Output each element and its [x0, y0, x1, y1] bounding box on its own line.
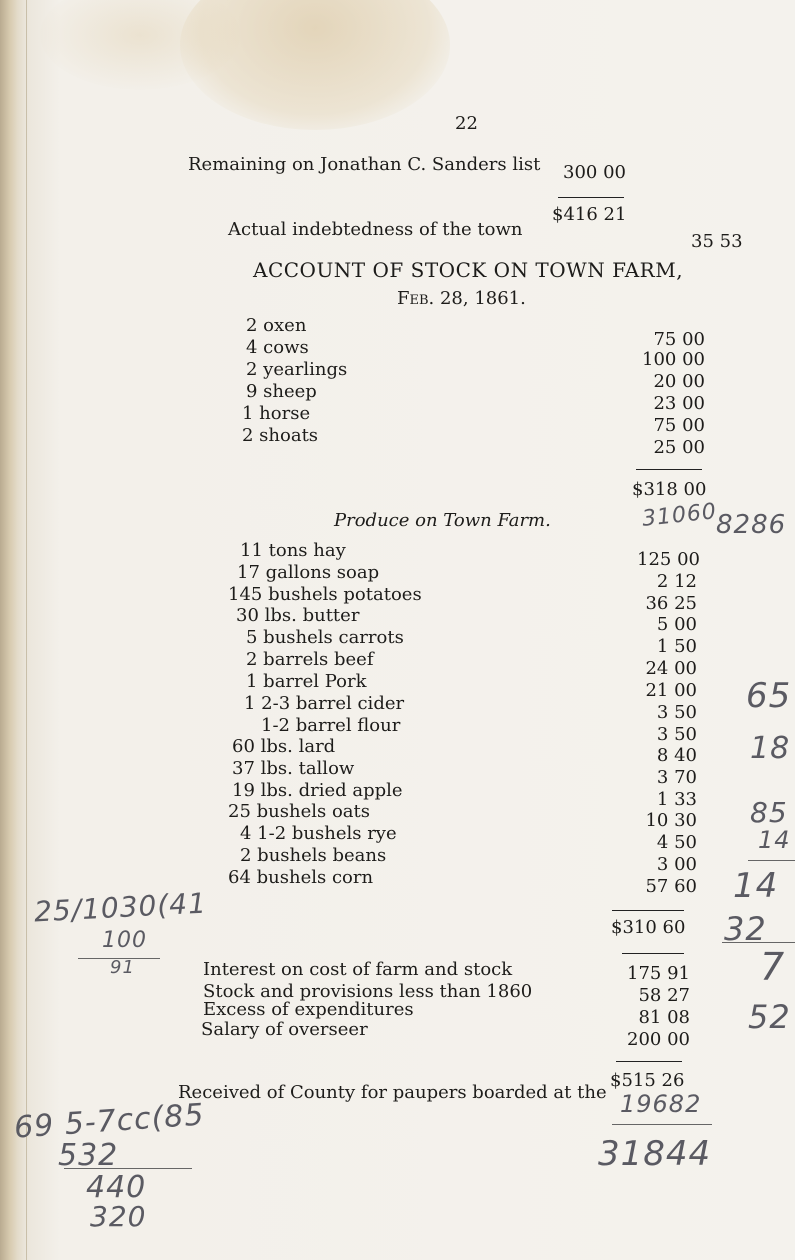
summary-item-label: Interest on cost of farm and stock — [203, 959, 513, 980]
produce-item-label: 17 gallons soap — [237, 562, 380, 583]
handwritten-note-65: 65 — [746, 676, 792, 716]
handwritten-left-100: 100 — [102, 928, 147, 953]
produce-item-label: 1-2 barrel flour — [261, 715, 401, 736]
stock-item-amount: 75 00 — [653, 329, 705, 350]
summary-total-rule — [616, 1061, 682, 1062]
produce-item-amount: 1 50 — [656, 636, 697, 657]
handwritten-rule-1 — [748, 860, 795, 861]
summary-item-label: Excess of expenditures — [203, 999, 414, 1020]
produce-item-label: 60 lbs. lard — [232, 736, 336, 757]
header-rule — [558, 197, 624, 198]
stock-item-label: 4 cows — [246, 337, 309, 358]
produce-item-label: 2 barrels beef — [246, 649, 374, 670]
stock-item-amount: 75 00 — [653, 415, 705, 436]
produce-item-amount: 21 00 — [645, 680, 697, 701]
handwritten-note-7: 7 — [760, 945, 786, 989]
produce-item-amount: 3 00 — [656, 854, 697, 875]
handwritten-note-18: 18 — [750, 731, 791, 766]
produce-item-label: 1 2-3 barrel cider — [244, 693, 405, 714]
stock-date: Feb. 28, 1861. — [397, 288, 526, 309]
summary-item-amount: 175 91 — [627, 963, 690, 984]
stock-item-label: 2 shoats — [242, 425, 319, 446]
stock-item-label: 2 yearlings — [246, 359, 348, 380]
produce-item-label: 5 bushels carrots — [246, 627, 404, 648]
handwritten-note-14b: 14 — [733, 866, 779, 906]
footer-line: Received of County for paupers boarded at the — [178, 1082, 607, 1103]
handwritten-rule-2 — [722, 942, 795, 943]
handwritten-bottom-left-4: 320 — [90, 1200, 147, 1233]
summary-item-label: Stock and provisions less than 1860 — [203, 981, 533, 1002]
produce-item-label: 1 barrel Pork — [246, 671, 367, 692]
remaining-amount: 300 00 — [563, 162, 626, 183]
handwritten-footer-right-rule — [612, 1124, 712, 1125]
handwritten-note-32: 32 — [724, 910, 767, 948]
stock-item-label: 1 horse — [242, 403, 311, 424]
stock-item-label: 9 sheep — [246, 381, 317, 402]
running-total: $416 21 — [552, 204, 627, 225]
handwritten-note-85: 85 — [750, 796, 788, 829]
produce-item-amount: 3 50 — [656, 724, 697, 745]
book-spine — [0, 0, 27, 1260]
stock-item-amount: 100 00 — [642, 349, 705, 370]
stock-title: ACCOUNT OF STOCK ON TOWN FARM, — [253, 258, 684, 282]
stock-total-rule — [636, 469, 702, 470]
produce-item-amount: 24 00 — [645, 658, 697, 679]
produce-item-amount: 2 12 — [656, 571, 697, 592]
produce-item-label: 30 lbs. butter — [236, 605, 360, 626]
summary-item-amount: 58 27 — [638, 985, 690, 1006]
produce-item-amount: 125 00 — [637, 549, 700, 570]
produce-title: Produce on Town Farm. — [334, 510, 551, 531]
produce-item-label: 25 bushels oats — [228, 801, 370, 822]
handwritten-note-8286: 8286 — [716, 510, 787, 540]
indebtedness-amount: 35 53 — [691, 231, 743, 252]
indebtedness-label: Actual indebtedness of the town — [228, 219, 523, 240]
produce-item-amount: 57 60 — [645, 876, 697, 897]
produce-item-label: 145 bushels potatoes — [228, 584, 422, 605]
handwritten-note-stock: 31060 — [640, 499, 719, 532]
produce-item-label: 11 tons hay — [240, 540, 346, 561]
handwritten-note-52: 52 — [748, 998, 791, 1036]
page-number: 22 — [455, 113, 478, 134]
summary-item-label: Salary of overseer — [201, 1019, 368, 1040]
handwritten-left-top: 25/1030(41 — [33, 886, 208, 929]
summary-item-amount: 200 00 — [627, 1029, 690, 1050]
handwritten-footer-right-bottom: 31844 — [598, 1134, 712, 1174]
produce-item-amount: 5 00 — [656, 614, 697, 635]
handwritten-bottom-left-3: 440 — [86, 1170, 147, 1205]
summary-item-amount: 81 08 — [638, 1007, 690, 1028]
stock-item-amount: 20 00 — [653, 371, 705, 392]
produce-item-amount: 10 30 — [645, 810, 697, 831]
stock-item-amount: 23 00 — [653, 393, 705, 414]
handwritten-bottom-left-2: 532 — [58, 1138, 119, 1173]
produce-item-amount: 1 33 — [656, 789, 697, 810]
produce-item-label: 37 lbs. tallow — [232, 758, 355, 779]
produce-item-label: 2 bushels beans — [240, 845, 387, 866]
produce-item-amount: 4 50 — [656, 832, 697, 853]
handwritten-bottom-left-1: 69 5-7cc(85 — [13, 1097, 206, 1146]
produce-item-amount: 3 70 — [656, 767, 697, 788]
handwritten-note-14a: 14 — [758, 826, 791, 854]
stock-item-label: 2 oxen — [246, 315, 307, 336]
produce-item-amount: 36 25 — [645, 593, 697, 614]
stock-item-amount: 25 00 — [653, 437, 705, 458]
summary-total: $515 26 — [610, 1070, 685, 1091]
produce-item-label: 19 lbs. dried apple — [232, 780, 403, 801]
produce-total: $310 60 — [611, 917, 686, 938]
produce-item-label: 4 1-2 bushels rye — [240, 823, 397, 844]
produce-rule-2 — [622, 953, 684, 954]
handwritten-left-91: 91 — [110, 957, 135, 978]
remaining-label: Remaining on Jonathan C. Sanders list — [188, 154, 541, 175]
produce-item-amount: 3 50 — [656, 702, 697, 723]
handwritten-bottom-left-rule — [64, 1168, 192, 1169]
handwritten-footer-right-top: 19682 — [620, 1090, 702, 1118]
produce-item-amount: 8 40 — [656, 745, 697, 766]
produce-item-label: 64 bushels corn — [228, 867, 374, 888]
produce-total-rule — [612, 910, 684, 911]
stock-total: $318 00 — [632, 479, 707, 500]
